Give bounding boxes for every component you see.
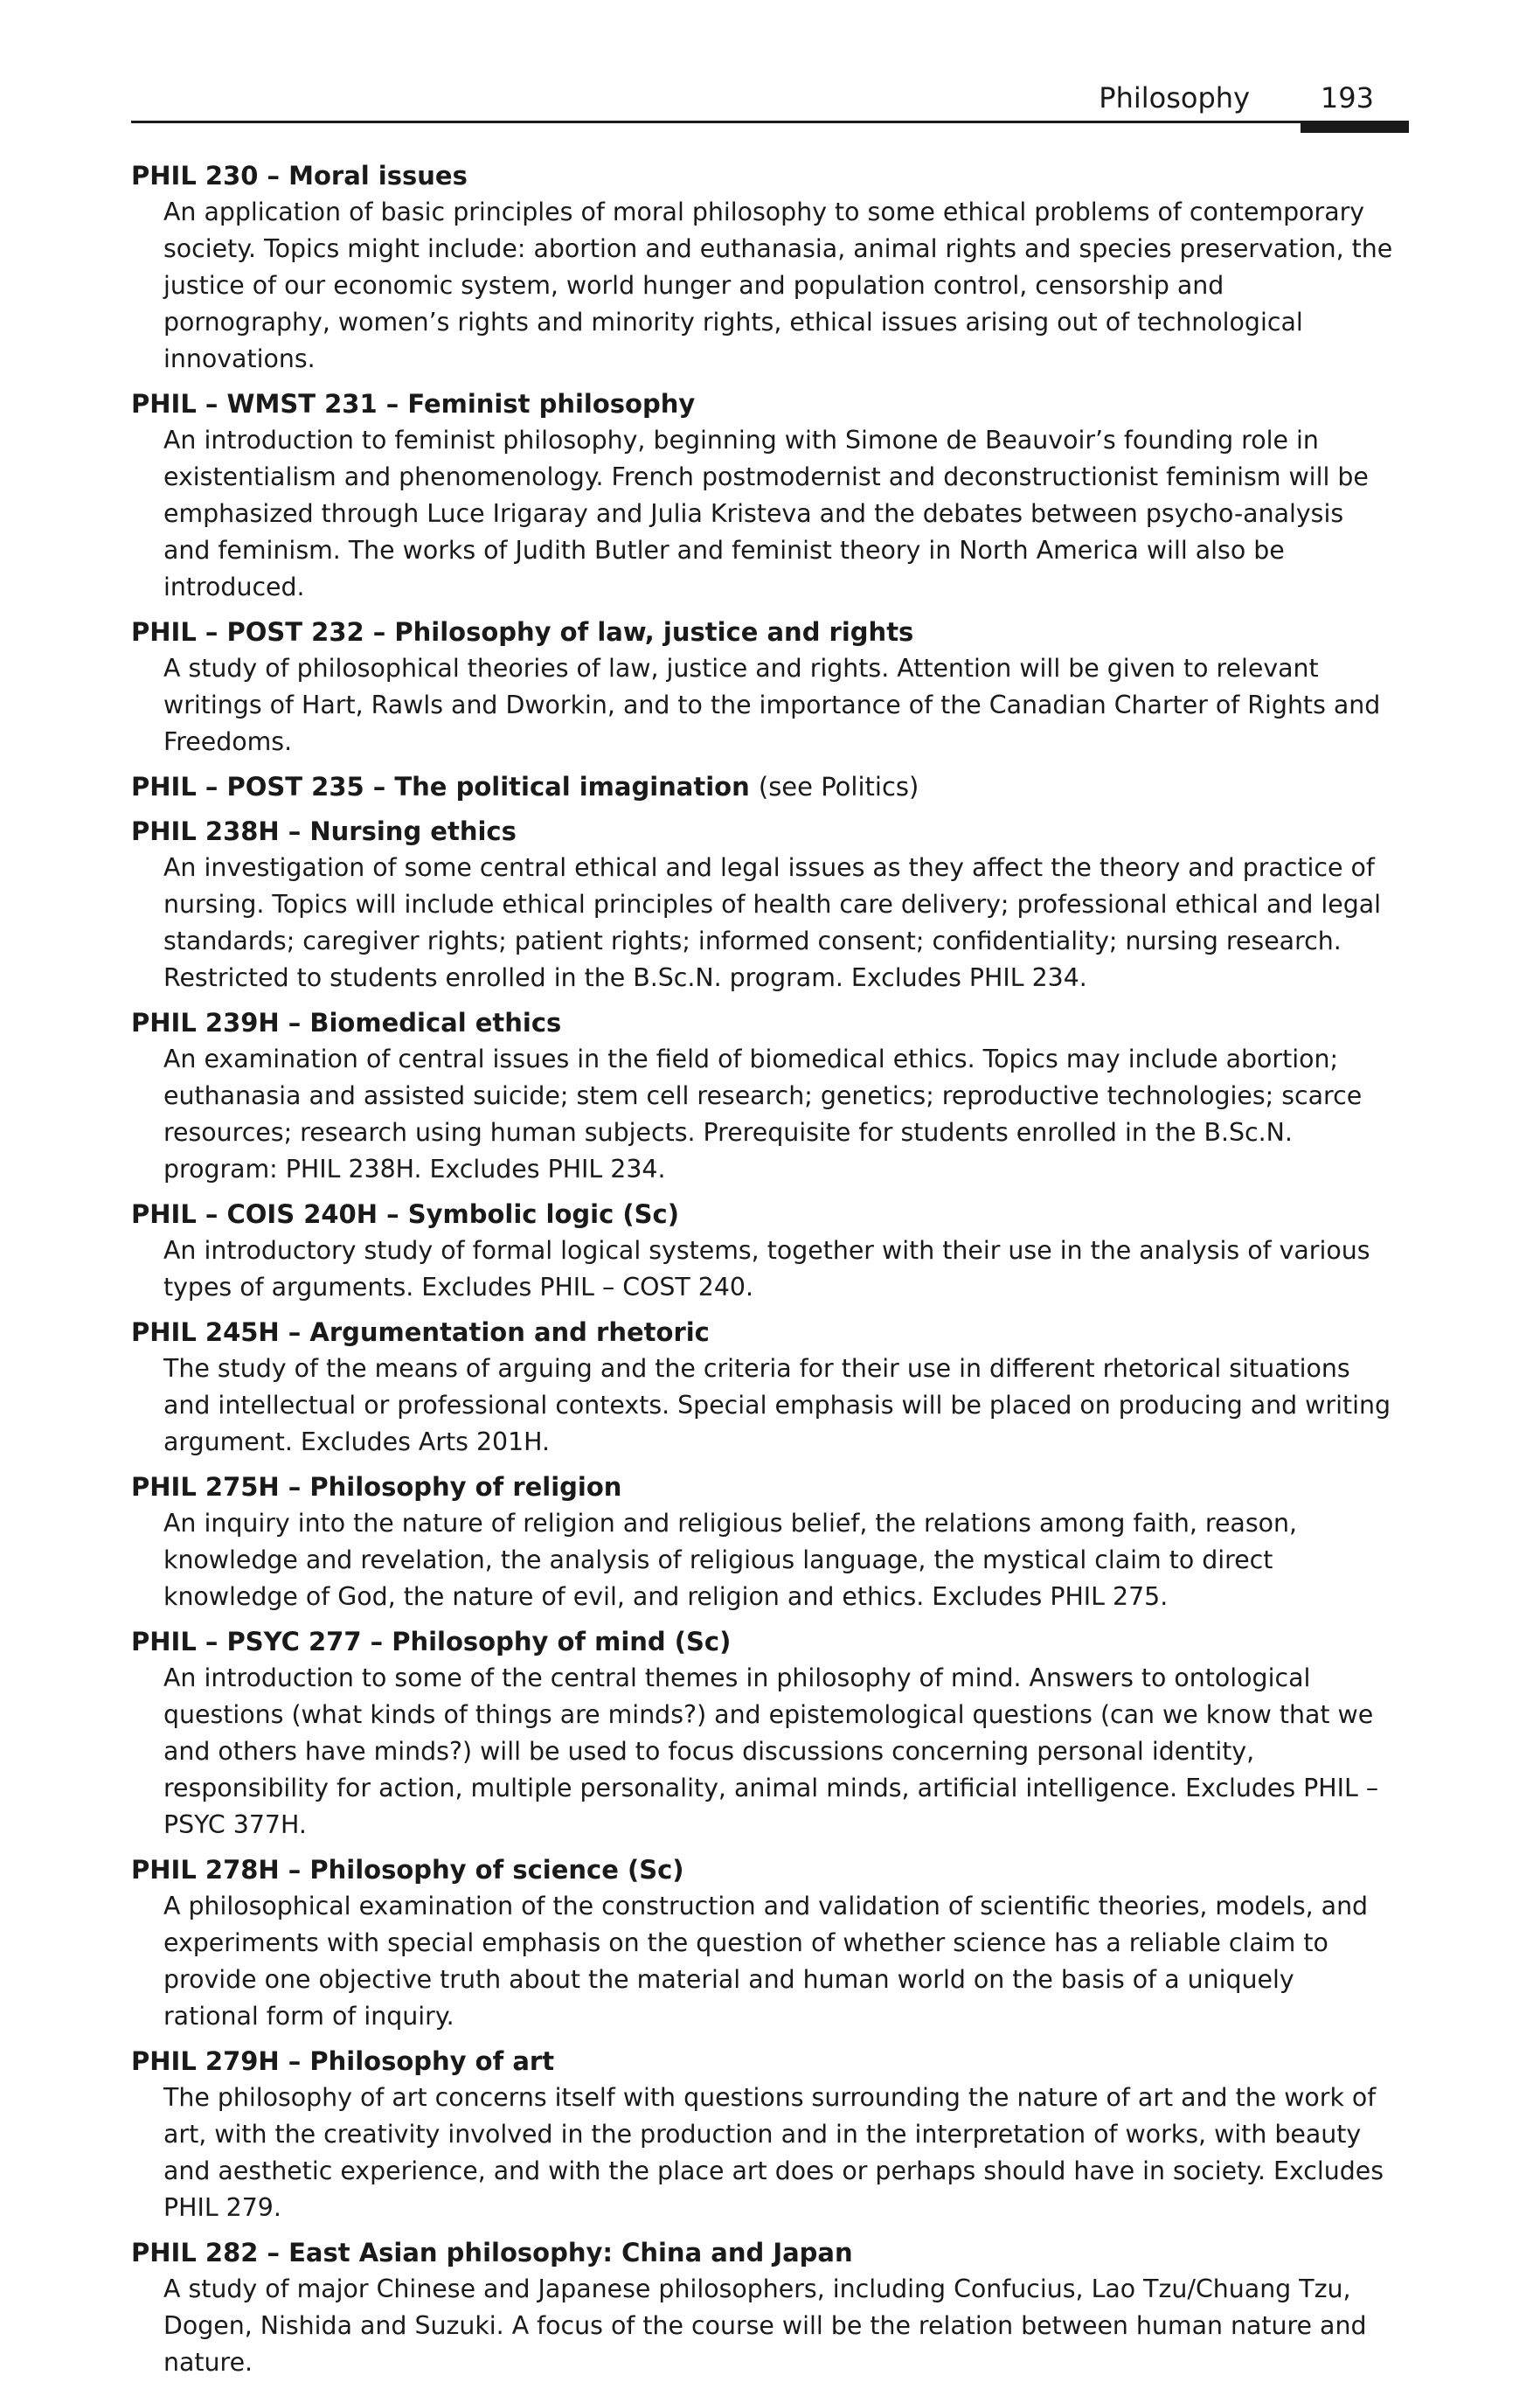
course-entry — [131, 614, 1409, 760]
course-entry — [131, 1623, 1409, 1844]
course-title: PHIL 238H – Nursing ethics — [131, 816, 517, 846]
course-description: An investigation of some central ethical and legal issues as they affect the theory and practice of nursing. Topics will include ethical principles of health care delivery; professional ethical and legal standards; caregiver rights; patient rights; informed consent; confidentiality; nursing research. Restricted to students enrolled in the B.Sc.N. program. Excludes PHIL 234. — [163, 853, 1382, 992]
course-entry — [131, 768, 1409, 805]
course-title: PHIL – PSYC 277 – Philosophy of mind (Sc) — [131, 1627, 732, 1656]
course-entry — [131, 385, 1409, 606]
course-title: PHIL 230 – Moral issues — [131, 161, 468, 191]
course-title: PHIL – COIS 240H – Symbolic logic (Sc) — [131, 1199, 679, 1229]
course-description: An application of basic principles of moral philosophy to some ethical problems of contemporary society. Topics might include: abortion and euthanasia, animal rights and species preservation, the justice of our economic system, world hunger and population control, censorship and pornography, women’s rights and minority rights, ethical issues arising out of technological innovations. — [163, 198, 1393, 373]
course-description: An introductory study of formal logical systems, together with their use in the analysis of various types of arguments. Excludes PHIL – COST 240. — [163, 1236, 1370, 1302]
course-description: A study of philosophical theories of law, justice and rights. Attention will be given to relevant writings of Hart, Rawls and Dworkin, and to the importance of the Canadian Charter of Rights and Freedoms. — [163, 654, 1381, 756]
course-description: A study of major Chinese and Japanese philosophers, including Confucius, Lao Tzu/Chuang Tzu, Dogen, Nishida and Suzuki. A focus of the course will be the relation between human nature and nature. — [163, 2274, 1367, 2377]
course-title: PHIL 279H – Philosophy of art — [131, 2046, 555, 2076]
section-title: Philosophy — [1099, 81, 1250, 115]
course-title: PHIL 245H – Argumentation and rhetoric — [131, 1317, 710, 1347]
course-title: PHIL 275H – Philosophy of religion — [131, 1472, 622, 1502]
course-title: PHIL – POST 235 – The political imagination — [131, 772, 750, 802]
course-entry — [131, 1314, 1409, 1461]
course-title: PHIL 282 – East Asian philosophy: China and Japan — [131, 2238, 853, 2267]
course-title: PHIL 278H – Philosophy of science (Sc) — [131, 1855, 684, 1885]
course-entry — [131, 1469, 1409, 1615]
course-description: The philosophy of art concerns itself with questions surrounding the nature of art and the work of art, with the creativity involved in the production and in the interpretation of works, with beauty and aesthetic experience, and with the place art does or perhaps should have in society. Excludes PHIL 279. — [163, 2083, 1384, 2222]
course-entry — [131, 157, 1409, 378]
course-title: PHIL 239H – Biomedical ethics — [131, 1008, 562, 1038]
course-description: An introduction to feminist philosophy, beginning with Simone de Beauvoir’s founding role in existentialism and phenomenology. French postmodernist and deconstructionist feminism will be emphasized through Luce Irigaray and Julia Kristeva and the debates between psycho-analysis and feminism. The works of Judith Butler and feminist theory in North America will also be introduced. — [163, 426, 1369, 601]
course-description: An inquiry into the nature of religion and religious belief, the relations among faith, reason, knowledge and revelation, the analysis of religious language, the mystical claim to direct knowledge of God, the nature of evil, and religion and ethics. Excludes PHIL 275. — [163, 1509, 1297, 1611]
course-entry — [131, 2234, 1409, 2381]
course-entry — [131, 813, 1409, 997]
course-entry — [131, 1196, 1409, 1306]
page-number: 193 — [1320, 81, 1374, 115]
course-entry — [131, 1004, 1409, 1188]
course-list — [131, 157, 1409, 2389]
header-tab-marker — [1301, 121, 1409, 133]
course-description: The study of the means of arguing and the criteria for their use in different rhetorical situations and intellectual or professional contexts. Special emphasis will be placed on producing and writing argument. Excludes Arts 201H. — [163, 1354, 1391, 1456]
course-entry — [131, 1851, 1409, 2035]
cross-reference: (see Politics) — [758, 772, 919, 802]
course-title-row — [131, 768, 1409, 805]
running-head — [131, 75, 1409, 119]
course-title: PHIL – POST 232 – Philosophy of law, justice and rights — [131, 617, 914, 647]
course-description: A philosophical examination of the construction and validation of scientific theories, models, and experiments with special emphasis on the question of whether science has a reliable claim to provide one objective truth about the material and human world on the basis of a uniquely rational form of inquiry. — [163, 1892, 1369, 2031]
course-description: An examination of central issues in the field of biomedical ethics. Topics may include abortion; euthanasia and assisted suicide; stem cell research; genetics; reproductive technologies; scarce resources; research using human subjects. Prerequisite for students enrolled in the B.Sc.N. program: PHIL 238H. Excludes PHIL 234. — [163, 1045, 1363, 1184]
course-title: PHIL – WMST 231 – Feminist philosophy — [131, 389, 696, 419]
header-rule — [131, 121, 1409, 123]
course-description: An introduction to some of the central themes in philosophy of mind. Answers to ontological questions (what kinds of things are minds?) and epistemological questions (can we know that we and others have minds?) will be used to focus discussions concerning personal identity, responsibility for action, multiple personality, animal minds, artificial intelligence. Excludes PHIL – PSYC 377H. — [163, 1663, 1379, 1839]
course-entry — [131, 2043, 1409, 2226]
